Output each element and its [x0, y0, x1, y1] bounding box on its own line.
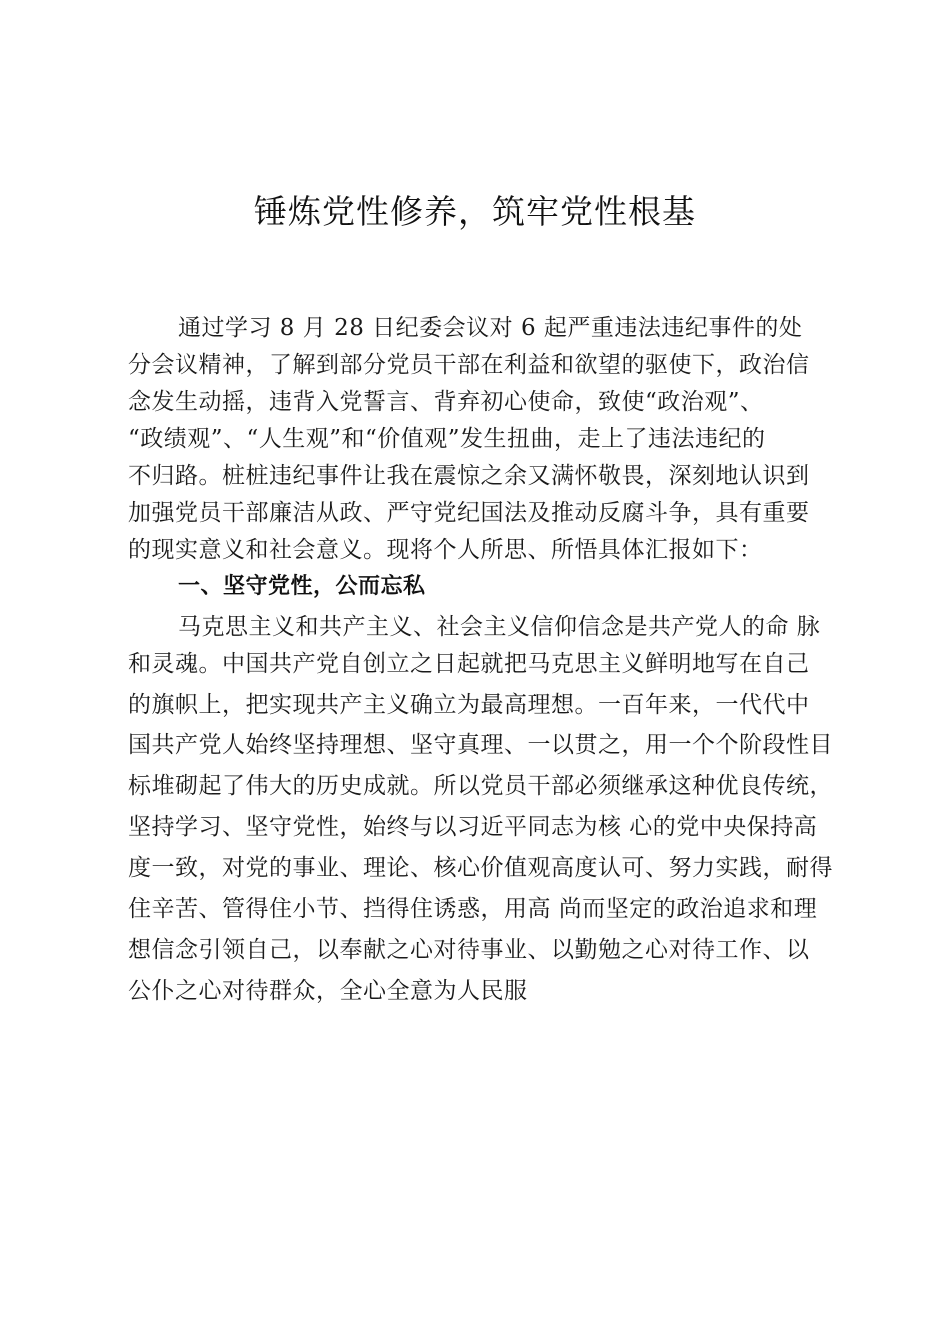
- paragraph-line: 坚持学习、坚守党性，始终与以习近平同志为核 心的党中央保持高: [128, 814, 818, 840]
- paragraph-line: 住辛苦、管得住小节、挡得住诱惑，用高 尚而坚定的政治追求和理: [128, 896, 818, 922]
- paragraph-line: 和灵魂。中国共产党自创立之日起就把马克思主义鲜明地写在自己: [128, 651, 810, 677]
- paragraph-line: 不归路。桩桩违纪事件让我在震惊之余又满怀敬畏，深刻地认识到: [128, 463, 810, 489]
- paragraph-line: 马克思主义和共产主义、社会主义信仰信念是共产党人的命 脉: [178, 614, 821, 640]
- paragraph-line: 想信念引领自己，以奉献之心对待事业、以勤勉之心对待工作、以: [128, 937, 810, 963]
- paragraph-line: 加强党员干部廉洁从政、严守党纪国法及推动反腐斗争，具有重要: [128, 500, 810, 526]
- paragraph-line: 通过学习 8 月 28 日纪委会议对 6 起严重违法违纪事件的处: [178, 315, 803, 341]
- paragraph-line: 念发生动摇，违背入党誓言、背弃初心使命，致使“政治观”、: [128, 389, 764, 415]
- paragraph-line: “政绩观”、“人生观”和“价值观”发生扭曲，走上了违法违纪的: [128, 426, 766, 452]
- paragraph-line: 标堆砌起了伟大的历史成就。所以党员干部必须继承这种优良传统，: [128, 773, 833, 799]
- document-title: 锤炼党性修养，筑牢党性根基: [254, 192, 696, 232]
- paragraph-line: 的现实意义和社会意义。现将个人所思、所悟具体汇报如下：: [128, 537, 763, 563]
- paragraph-line: 分会议精神，了解到部分党员干部在利益和欲望的驱使下，政治信: [128, 352, 810, 378]
- paragraph-line: 度一致，对党的事业、理论、核心价值观高度认可、努力实践，耐得: [128, 855, 833, 881]
- paragraph-line: 的旗帜上，把实现共产主义确立为最高理想。一百年来，一代代中: [128, 692, 810, 718]
- paragraph-line: 国共产党人始终坚持理想、坚守真理、一以贯之，用一个个阶段性目: [128, 732, 833, 758]
- paragraph-line: 公仆之心对待群众，全心全意为人民服: [128, 978, 528, 1004]
- section-heading: 一、坚守党性，公而忘私: [178, 574, 426, 599]
